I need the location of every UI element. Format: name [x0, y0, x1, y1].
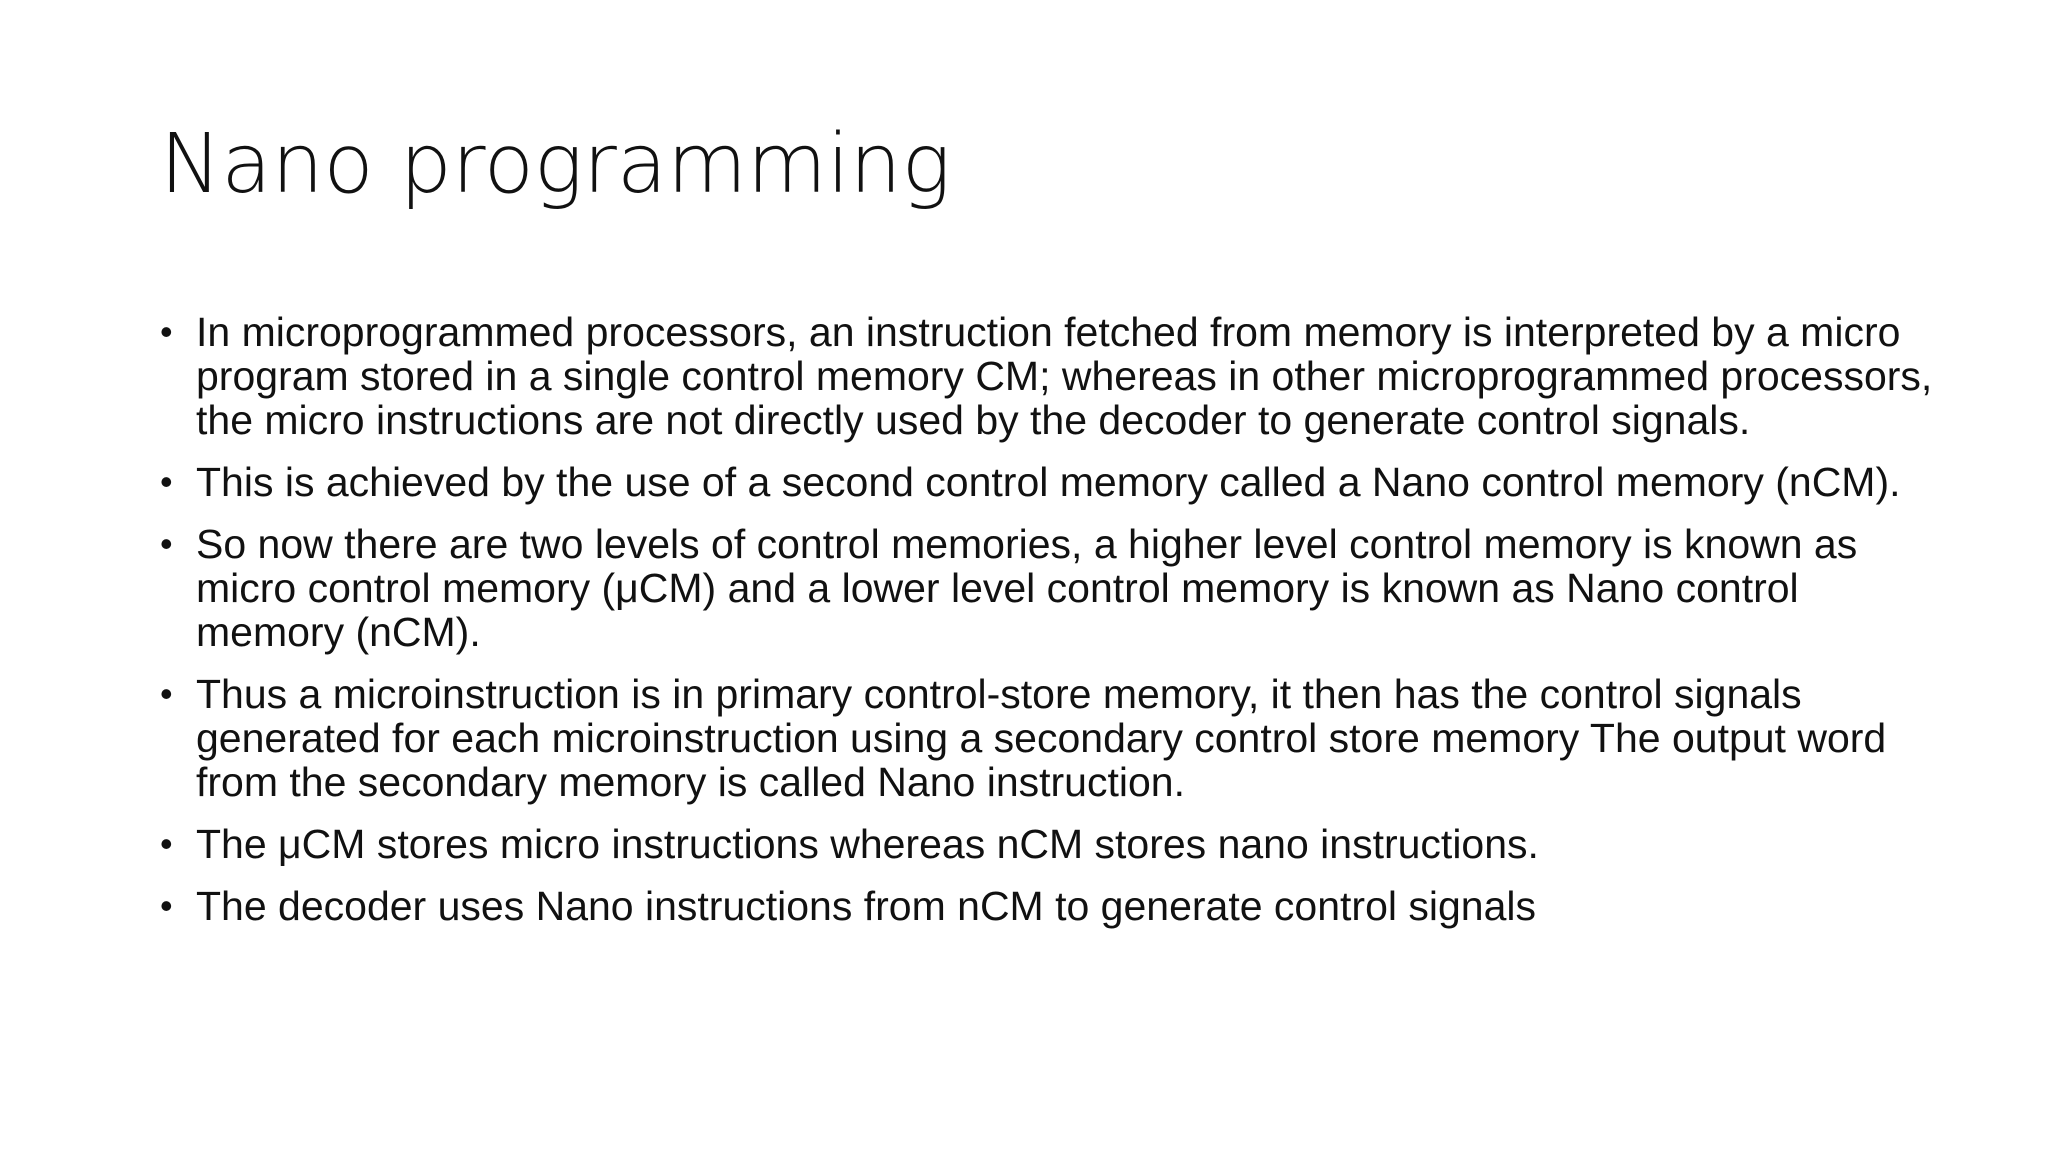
bullet-item: [160, 522, 1950, 654]
bullet-icon: •: [160, 523, 173, 564]
bullet-text: Thus a microinstruction is in primary control-store memory, it then has the control signals generated for each microinstruction using a secondary control store memory The output word from the secondary memory is called Nano instruction.: [196, 671, 1887, 805]
bullet-text: This is achieved by the use of a second control memory called a Nano control memory (nCM).: [196, 459, 1901, 505]
bullet-list: [160, 310, 1950, 946]
bullet-item: [160, 460, 1950, 504]
slide-title: Nano programming: [160, 117, 951, 212]
bullet-text: The μCM stores micro instructions whereas nCM stores nano instructions.: [196, 821, 1539, 867]
bullet-icon: •: [160, 823, 173, 864]
bullet-item: [160, 672, 1950, 804]
bullet-text: The decoder uses Nano instructions from nCM to generate control signals: [196, 883, 1537, 929]
bullet-text: In microprogrammed processors, an instruction fetched from memory is interpreted by a micro program stored in a single control memory CM; whereas in other microprogrammed processors, the micro instructions are not directly used by the decoder to generate control signals.: [196, 309, 1933, 443]
bullet-item: [160, 822, 1950, 866]
bullet-item: [160, 310, 1950, 442]
bullet-icon: •: [160, 885, 173, 926]
bullet-icon: •: [160, 311, 173, 352]
bullet-text: So now there are two levels of control memories, a higher level control memory is known as micro control memory (μCM) and a lower level control memory is known as Nano control memory (nCM).: [196, 521, 1858, 655]
bullet-icon: •: [160, 673, 173, 714]
bullet-icon: •: [160, 461, 173, 502]
bullet-item: [160, 884, 1950, 928]
